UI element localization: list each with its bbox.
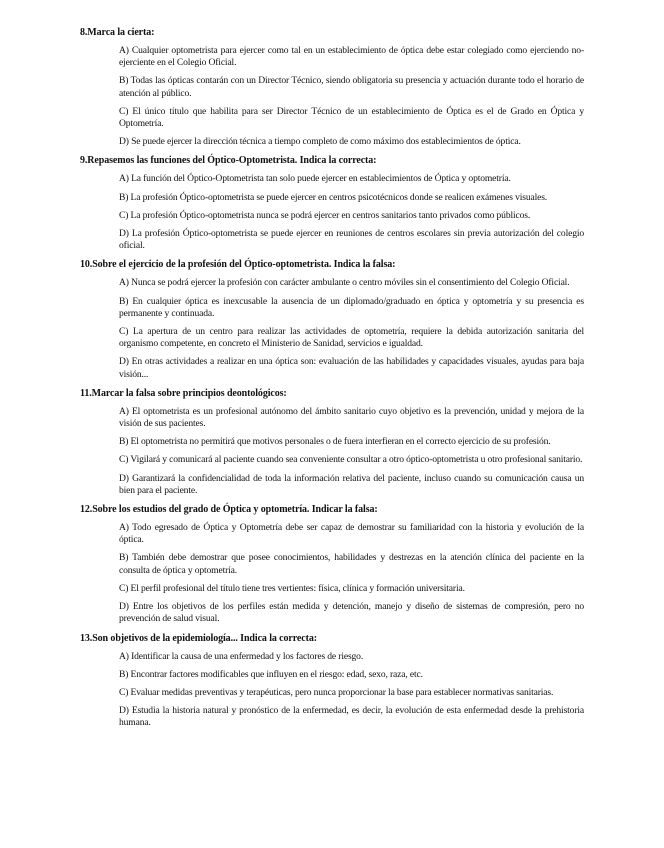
option-d: D) En otras actividades a realizar en una óptica son: evaluación de las habilidades y capacidades visuales, ayudas para baja visión... [119,356,584,380]
option-d: D) Garantizará la confidencialidad de toda la información relativa del paciente, incluso cuando su comunicación causa un bien para el paciente. [119,472,584,496]
option-b: B) El optometrista no permitirá que motivos personales o de fuera interfieran en el correcto ejercicio de su profesión. [119,436,551,448]
option-b: B) Todas las ópticas contarán con un Director Técnico, siendo obligatoria su presencia y actuación durante todo el horario de atención al público. [119,75,584,99]
options-list [119,277,584,380]
option-c: C) El único título que habilita para ser Director Técnico de un establecimiento de Óptica es el de Grado en Óptica y Optometría. [119,105,584,130]
option-a: A) Identificar la causa de una enfermedad y los factores de riesgo. [119,650,364,662]
option-d: D) Estudia la historia natural y pronóstico de la enfermedad, es decir, la evolución de esta enfermedad desde la prehistoria humana. [119,705,584,729]
options-list [119,522,584,625]
question-title: 11.Marcar la falsa sobre principios deontológicos: [80,387,287,399]
question-title: 8.Marca la cierta: [80,27,155,38]
question-12 [80,503,584,625]
question-8 [80,26,584,148]
option-b: B) La profesión Óptico-optometrista se puede ejercer en centros psicotécnicos donde se realicen exámenes visuales. [119,191,548,203]
option-c: C) El perfil profesional del título tiene tres vertientes: física, clínica y formación universitaria. [119,582,465,594]
question-title: 9.Repasemos las funciones del Óptico-Optometrista. Indica la correcta: [80,155,377,167]
question-10 [80,258,584,380]
option-d: D) Entre los objetivos de los perfiles están medida y detención, manejo y diseño de sistemas de compresión, pero no prevención de salud visual. [119,601,584,625]
question-9 [80,154,584,252]
option-b: B) Encontrar factores modificables que influyen en el riesgo: edad, sexo, raza, etc. [119,668,423,680]
option-d: D) Se puede ejercer la dirección técnica a tiempo completo de como máximo dos establecimientos de óptica. [119,136,521,148]
option-b: B) En cualquier óptica es inexcusable la ausencia de un diplomado/graduado en óptica y optometría y su presencia es permanente y continuada. [119,295,584,319]
option-a: A) Cualquier optometrista para ejercer como tal en un establecimiento de óptica debe estar colegiado como ejerciendo no-ejerciente en el Colegio Oficial. [119,45,584,69]
option-c: C) La apertura de un centro para realizar las actividades de optometría, requiere la debida autorización sanitaria del organismo competente, en concreto el Ministerio de Sanidad, servicios e igualdad. [119,326,584,350]
option-c: C) Vigilará y comunicará al paciente cuando sea conveniente consultar a otro óptico-optometrista u otro profesional sanitario. [119,454,583,466]
question-13 [80,632,584,730]
option-a: A) Nunca se podrá ejercer la profesión con carácter ambulante o centro móviles sin el consentimiento del Colegio Oficial. [119,277,570,289]
option-d: D) La profesión Óptico-optometrista se puede ejercer en reuniones de centros escolares sin previa autorización del colegio oficial. [119,228,584,252]
question-title: 10.Sobre el ejercicio de la profesión del Óptico-optometrista. Indica la falsa: [80,259,396,271]
options-list [119,173,584,252]
options-list [119,406,584,497]
option-c: C) Evaluar medidas preventivas y terapéuticas, pero nunca proporcionar la base para establecer normativas sanitarias. [119,686,554,698]
option-a: A) El optometrista es un profesional autónomo del ámbito sanitario cuyo objetivo es la prevención, unidad y mejora de la visión de sus pacientes. [119,405,584,430]
question-11 [80,387,584,497]
question-title: 12.Sobre los estudios del grado de Óptica y optometría. Indicar la falsa: [80,504,378,516]
options-list [119,45,584,148]
option-c: C) La profesión Óptico-optometrista nunca se podrá ejercer en centros sanitarios tanto privados como públicos. [119,209,531,221]
options-list [119,651,584,730]
option-a: A) Todo egresado de Óptica y Optometría debe ser capaz de demostrar su familiaridad con la historia y evolución de la óptica. [119,522,584,546]
option-a: A) La función del Óptico-Optometrista tan solo puede ejercer en establecimientos de Óptica y optometría. [119,173,511,185]
option-b: B) También debe demostrar que posee conocimientos, habilidades y destrezas en la atención clínica del paciente en la consulta de óptica y optometría. [119,552,584,576]
question-title: 13.Son objetivos de la epidemiología... Indica la correcta: [80,632,317,644]
